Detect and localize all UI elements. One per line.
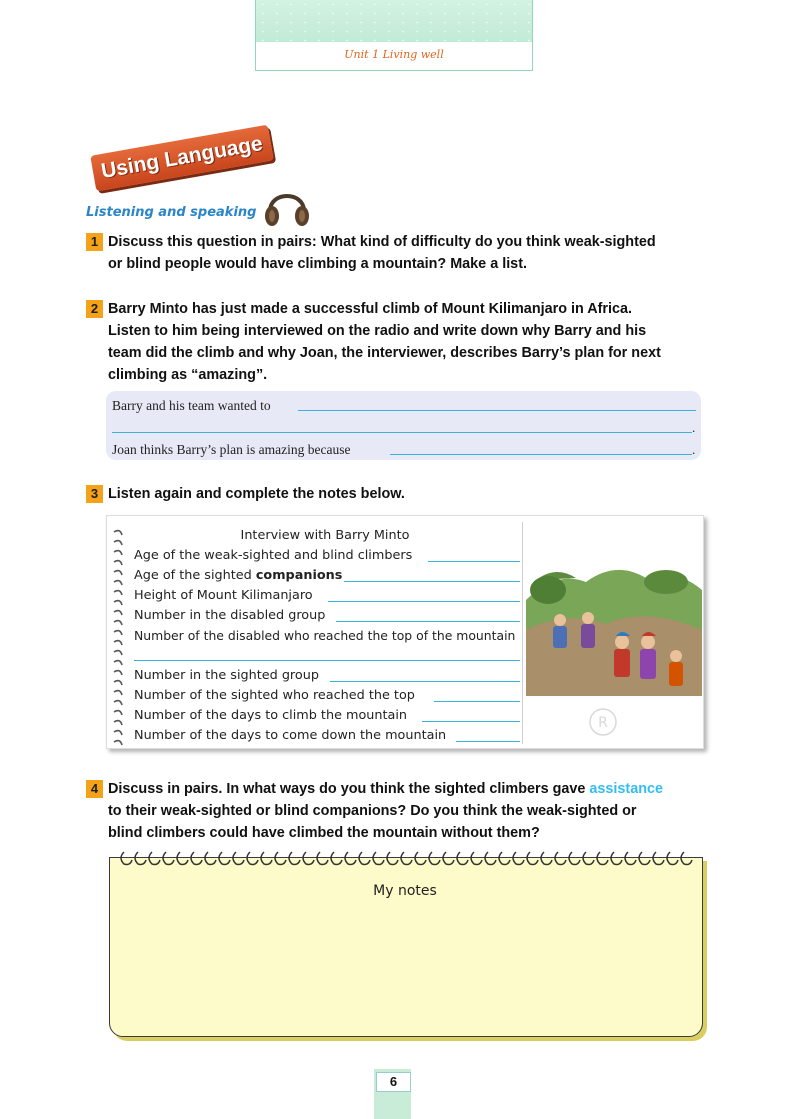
- headphones-icon: [262, 183, 312, 229]
- svg-text:R: R: [598, 715, 608, 731]
- answer-period: .: [692, 420, 696, 435]
- note-blank[interactable]: [422, 721, 520, 722]
- note-item: Number in the disabled group: [134, 608, 326, 623]
- note-blank[interactable]: [456, 741, 520, 742]
- registered-mark-icon: [588, 707, 618, 737]
- spiral-binding-icon: [112, 526, 126, 748]
- question-2-text: [108, 298, 661, 386]
- note-item: Number of the disabled who reached the top of the mountain: [134, 628, 516, 643]
- question-line: to their weak-sighted or blind companions? Do you think the weak-sighted or: [108, 803, 637, 819]
- note-item: Number of the sighted who reached the top: [134, 688, 415, 703]
- question-line: Discuss in pairs. In what ways do you think the sighted climbers gave assistance: [108, 781, 664, 797]
- question-line: team did the climb and why Joan, the interviewer, describes Barry’s plan for next: [108, 345, 661, 361]
- question-number: 4: [86, 780, 103, 798]
- card-divider: [522, 522, 523, 744]
- note-item: Number in the sighted group: [134, 668, 319, 683]
- climbers-illustration: [526, 560, 702, 696]
- question-number: 1: [86, 233, 103, 251]
- note-item: Height of Mount Kilimanjaro: [134, 588, 313, 603]
- my-notes-label: My notes: [373, 883, 437, 899]
- question-4-text: [108, 778, 663, 844]
- question-line: Listen to him being interviewed on the radio and write down why Barry and his: [108, 323, 647, 339]
- section-title: Using Language: [99, 132, 265, 184]
- subsection-title: Listening and speaking: [86, 205, 257, 220]
- note-blank[interactable]: [328, 601, 520, 602]
- question-1-text: [108, 231, 656, 275]
- question-line: blind climbers could have climbed the mountain without them?: [108, 825, 540, 841]
- question-line: climbing as “amazing”.: [108, 367, 268, 383]
- question-line: Discuss this question in pairs: What kind of difficulty do you think weak-sighted: [108, 234, 656, 250]
- question-number: 2: [86, 300, 103, 318]
- answer-period: .: [692, 442, 696, 457]
- question-line: or blind people would have climbing a mountain? Make a list.: [108, 256, 527, 272]
- note-item: Age of the sighted companions: [134, 568, 343, 583]
- note-blank[interactable]: [434, 701, 520, 702]
- header-tab: [255, 0, 533, 71]
- note-blank[interactable]: [344, 581, 520, 582]
- note-blank[interactable]: [134, 660, 520, 661]
- note-blank[interactable]: [330, 681, 520, 682]
- unit-label: Unit 1 Living well: [344, 48, 444, 61]
- note-item: Number of the days to climb the mountain: [134, 708, 408, 723]
- answer-label-1: Barry and his team wanted to: [112, 398, 271, 413]
- notebook-rings-icon: [118, 848, 693, 870]
- answer-blank-3[interactable]: [390, 454, 692, 455]
- answer-blank-1[interactable]: [298, 410, 696, 411]
- answer-label-3: Joan thinks Barry’s plan is amazing because: [112, 442, 351, 457]
- question-number: 3: [86, 485, 103, 503]
- header-decor-band: [256, 0, 532, 42]
- answer-blank-2[interactable]: [112, 432, 692, 433]
- page-number: 6: [376, 1072, 411, 1092]
- vocab-highlight: assistance: [589, 781, 664, 797]
- question-line: Barry Minto has just made a successful climb of Mount Kilimanjaro in Africa.: [108, 301, 633, 317]
- note-item: Age of the weak-sighted and blind climbers: [134, 548, 413, 563]
- notes-title: Interview with Barry Minto: [240, 528, 410, 543]
- note-blank[interactable]: [428, 561, 520, 562]
- note-blank[interactable]: [336, 621, 520, 622]
- question-3-text: Listen again and complete the notes below.: [108, 486, 405, 502]
- note-item: Number of the days to come down the mountain: [134, 728, 447, 743]
